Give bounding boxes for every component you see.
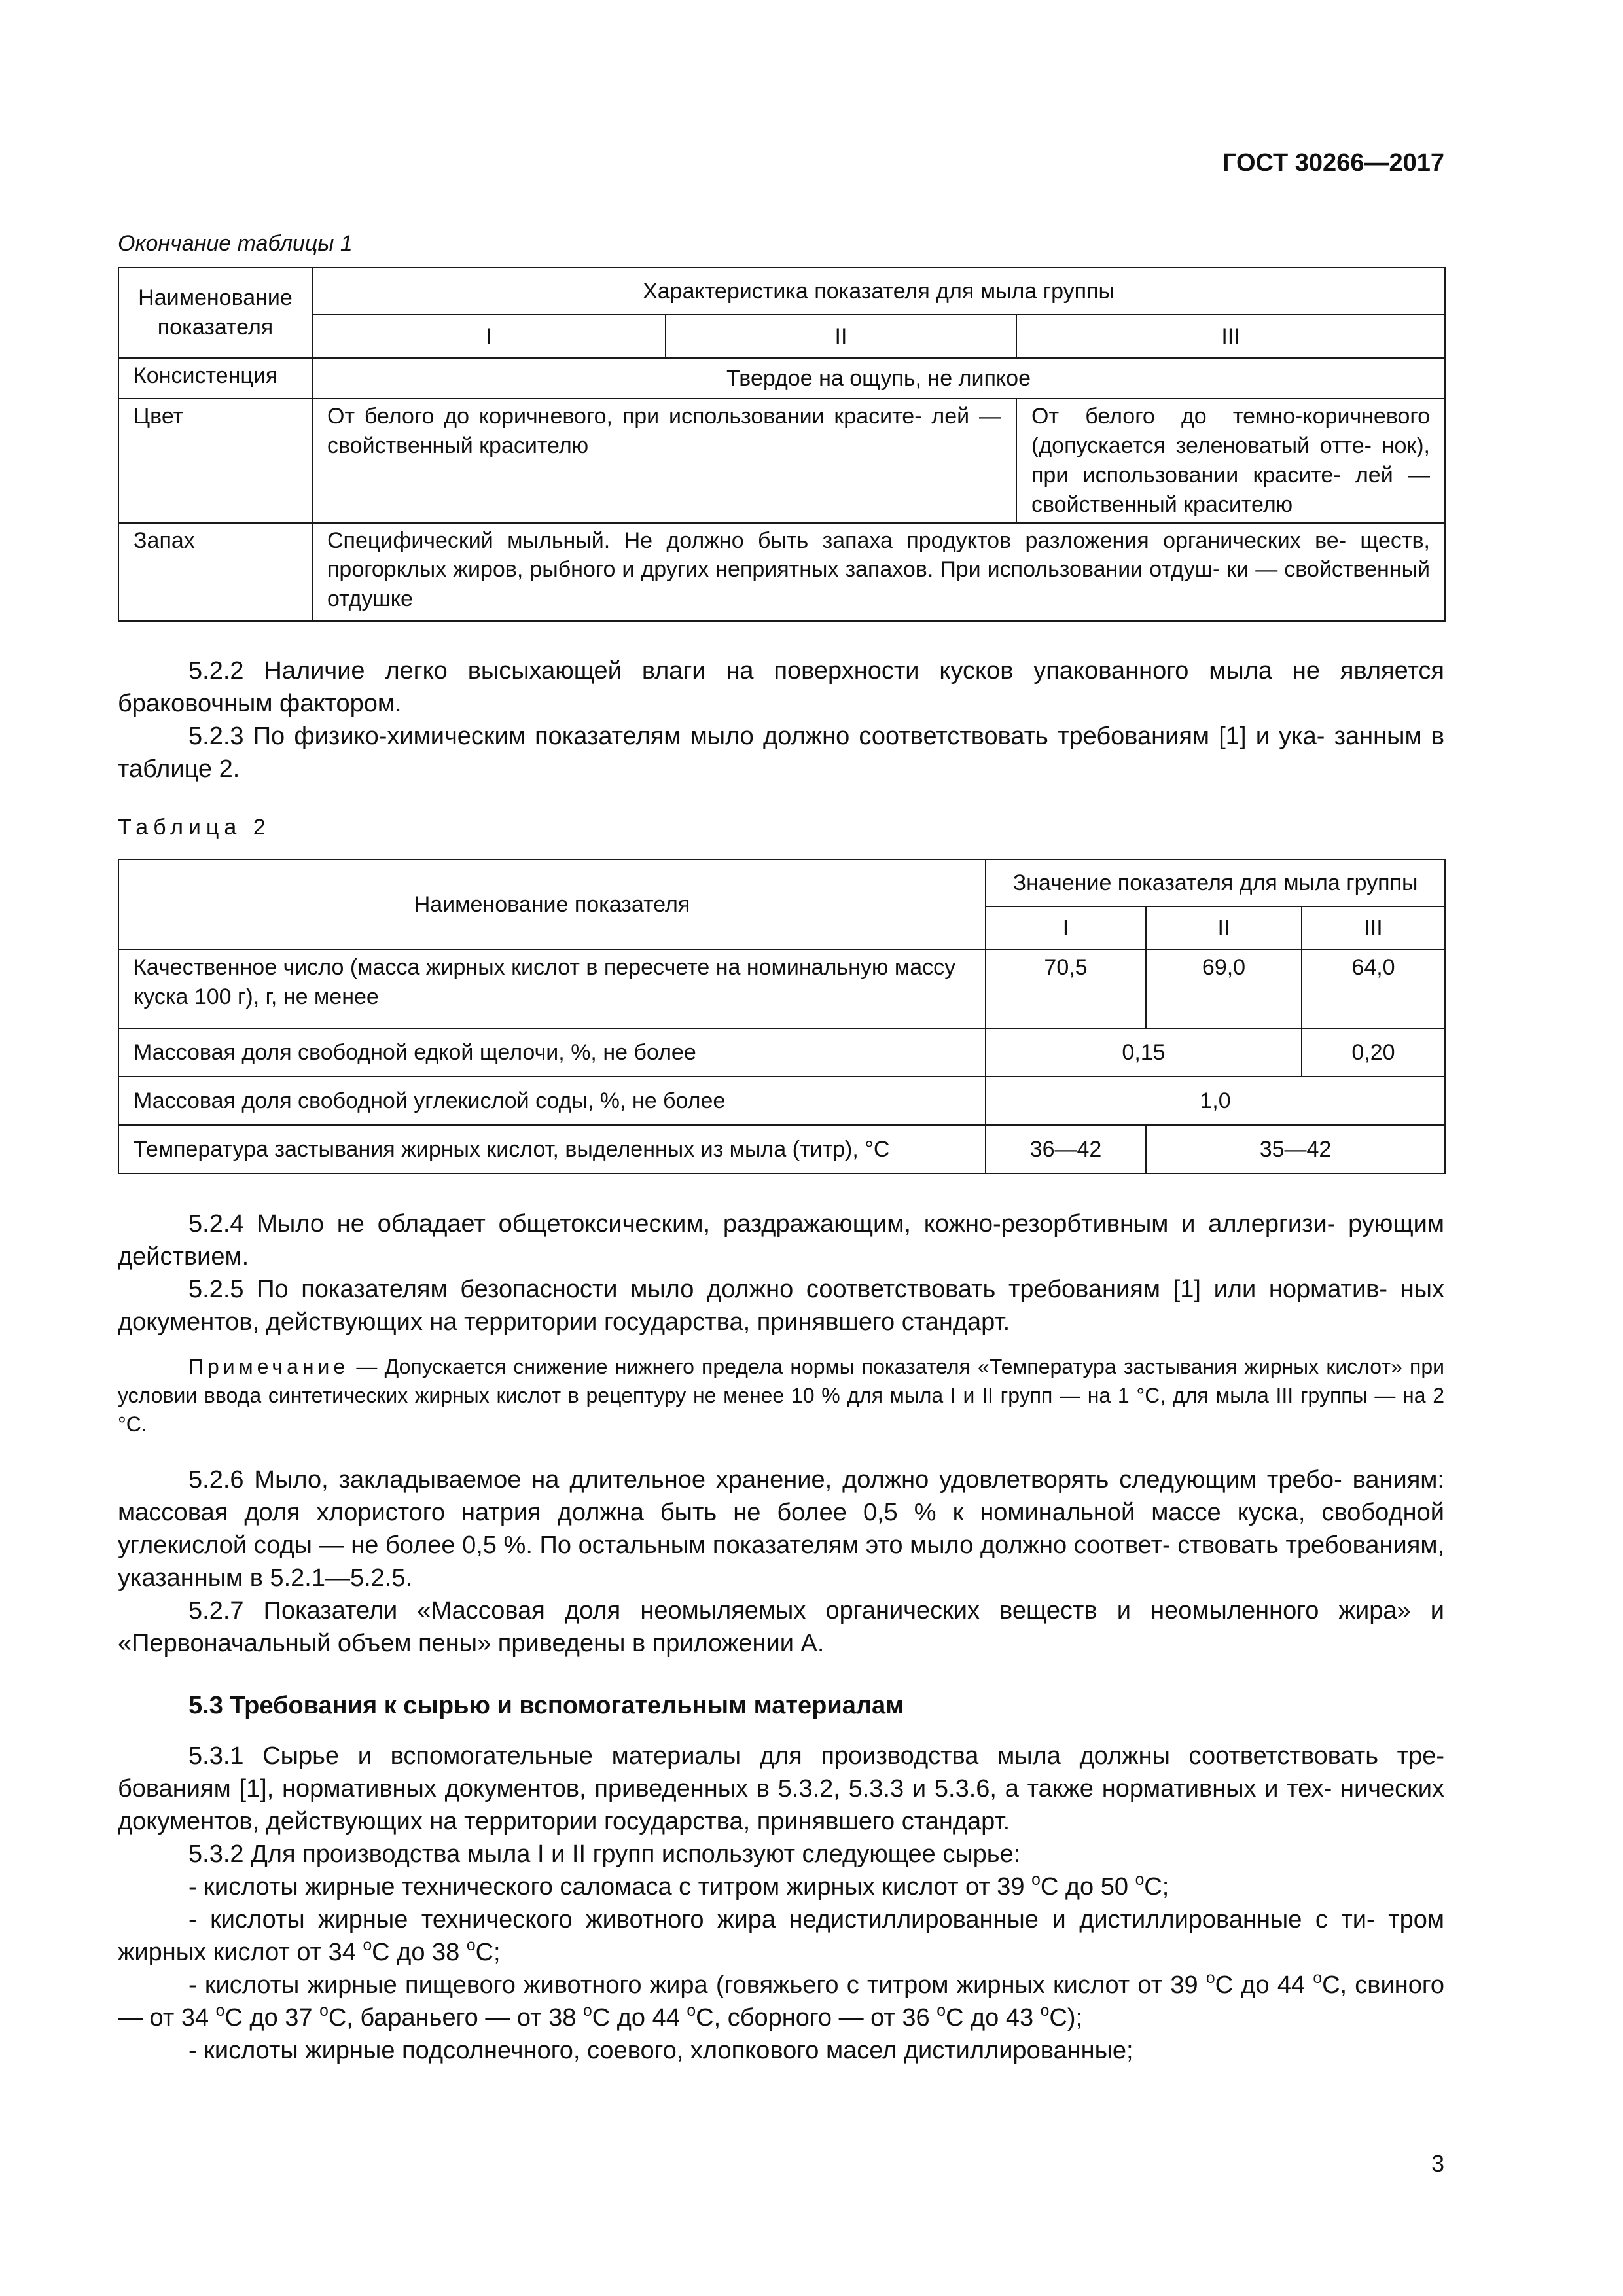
- table2-row-name: Качественное число (масса жирных кислот в пересчете на номинальную массу куска 100 г), г, не менее: [118, 950, 986, 1028]
- list-item-1: - кислоты жирные технического саломаса с титром жирных кислот от 39 $^о$С до 50 $^о$С;: [188, 1871, 1169, 1901]
- list-item-3: - кислоты жирные пищевого животного жира (говяжьего с титром жирных кислот от 39 $^о$С до 44 $^о$С, свиного — от 34 $^о$С до 37 $^о$С, бараньего — от 38 $^о$С до 44 $^о$С, сборного — от 36 $^о$С до 43 $^о$С);: [118, 1969, 1444, 2032]
- table2-header-group-3: III: [1302, 906, 1445, 950]
- list-item-2: - кислоты жирные технического животного жира недистиллированные и дистиллированные с ти- тром жирных кислот от 34 $^о$С до 38 $^о$С;: [118, 1906, 1444, 1966]
- table2-row-name: Температура застывания жирных кислот, выделенных из мыла (титр), °С: [118, 1125, 986, 1174]
- paragraph-5-2-4: 5.2.4 Мыло не обладает общетоксическим, раздражающим, кожно-резорбтивным и аллергизи- рующим действием.: [118, 1210, 1444, 1270]
- table1-header-group: Характеристика показателя для мыла группы: [312, 268, 1445, 315]
- table1-row-value: Специфический мыльный. Не должно быть запаха продуктов разложения органических ве- ществ, прогорклых жиров, рыбного и других неприятных запахов. При использовании отдуш- ки — свойственный отдушке: [312, 523, 1445, 621]
- table1-header-name: Наименование показателя: [118, 268, 312, 358]
- table1-caption: Окончание таблицы 1: [118, 231, 353, 256]
- paragraph-5-2-6: 5.2.6 Мыло, закладываемое на длительное хранение, должно удовлетворять следующим требо- ваниям: массовая доля хлористого натрия должна быть не более 0,5 % к номинальной массе куска, свободной углекислой соды — не более 0,5 %. По остальным показателям это мыло должно соответ- ствовать требованиям, указанным в 5.2.1—5.2.5.: [118, 1466, 1444, 1592]
- table2-header-name: Наименование показателя: [118, 859, 986, 950]
- table2-cell: 0,15: [986, 1028, 1302, 1077]
- paragraph-5-2-7: 5.2.7 Показатели «Массовая доля неомыляемых органических веществ и неомыленного жира» и «Первоначальный объем пены» приведены в приложении А.: [118, 1597, 1444, 1657]
- table2-cell: 35—42: [1146, 1125, 1445, 1174]
- note: [118, 1352, 1444, 1439]
- table1-row-value: Твердое на ощупь, не липкое: [312, 358, 1445, 399]
- paragraph-5-3-2: 5.3.2 Для производства мыла I и II групп используют следующее сырье:: [188, 1840, 1021, 1868]
- table1-header-group-3: III: [1016, 315, 1445, 358]
- table2-cell: 69,0: [1146, 950, 1302, 1028]
- table2-cell: 64,0: [1302, 950, 1445, 1028]
- table2-header-group: Значение показателя для мыла группы: [986, 859, 1445, 906]
- table2-header-group-2: II: [1146, 906, 1302, 950]
- section-heading-5-3: 5.3 Требования к сырью и вспомогательным материалам: [188, 1692, 904, 1719]
- table1-row-value: От белого до темно-коричневого (допускается зеленоватый отте- нок), при использовании красите- лей — свойственный красителю: [1016, 399, 1445, 523]
- document-code: ГОСТ 30266—2017: [1222, 149, 1444, 177]
- table2-cell: 70,5: [986, 950, 1146, 1028]
- table2: [118, 859, 1446, 1174]
- table2-cell: 0,20: [1302, 1028, 1445, 1077]
- table2-row-name: Массовая доля свободной углекислой соды, %, не более: [118, 1077, 986, 1125]
- table2-row-name: Массовая доля свободной едкой щелочи, %, не более: [118, 1028, 986, 1077]
- table1: [118, 267, 1446, 622]
- table1-row-name: Запах: [118, 523, 312, 621]
- table1-row-value: От белого до коричневого, при использовании красите- лей — свойственный красителю: [312, 399, 1016, 523]
- table1-header-group-2: II: [666, 315, 1016, 358]
- table1-header-group-1: I: [312, 315, 666, 358]
- paragraph-5-2-3: 5.2.3 По физико-химическим показателям мыло должно соответствовать требованиям [1] и ука- занным в таблице 2.: [118, 723, 1444, 783]
- note-label: Примечание: [188, 1355, 349, 1378]
- table2-cell: 36—42: [986, 1125, 1146, 1174]
- page-number: 3: [1431, 2150, 1444, 2177]
- table2-cell: 1,0: [986, 1077, 1445, 1125]
- note-text: — Допускается снижение нижнего предела нормы показателя «Температура застывания жирных кислот» при условии ввода синтетических жирных кислот в рецептуру не менее 10 % для мыла I и II групп — на 1 °С, для мыла III группы — на 2 °С.: [118, 1355, 1445, 1436]
- list-item-4: - кислоты жирные подсолнечного, соевого, хлопкового масел дистиллированные;: [188, 2037, 1133, 2064]
- paragraph-5-3-1: 5.3.1 Сырье и вспомогательные материалы для производства мыла должны соответствовать тре- бованиям [1], нормативных документов, приведенных в 5.3.2, 5.3.3 и 5.3.6, а также нормативных и тех- нических документов, действующих на территории государства, принявшего стандарт.: [118, 1742, 1444, 1835]
- table2-caption: Таблица 2: [118, 815, 271, 840]
- table1-row-name: Консистенция: [118, 358, 312, 399]
- paragraph-5-2-5: 5.2.5 По показателям безопасности мыло должно соответствовать требованиям [1] или норматив- ных документов, действующих на территории государства, принявшего стандарт.: [118, 1276, 1444, 1336]
- paragraph-5-2-2: 5.2.2 Наличие легко высыхающей влаги на поверхности кусков упакованного мыла не является браковочным фактором.: [118, 657, 1444, 717]
- table1-row-name: Цвет: [118, 399, 312, 523]
- table2-header-group-1: I: [986, 906, 1146, 950]
